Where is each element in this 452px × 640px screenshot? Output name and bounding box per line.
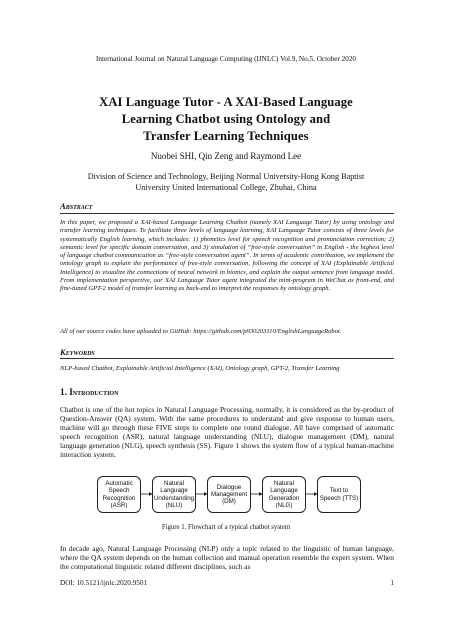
flow-box-nlg: Natural Language Generation (NLG) [262, 476, 306, 513]
affiliation-line: Division of Science and Technology, Beijing Normal University-Hong Kong Baptist [87, 172, 365, 181]
figure-caption: Figure 1. Flowchart of a typical chatbot system [161, 524, 291, 531]
flow-box-dm: Dialogue Management (DM) [207, 476, 251, 513]
doi-footer: DOI: 10.5121/ijnlc.2020.9501 [60, 579, 148, 587]
abstract-text: In this paper, we proposed a XAI-based Language Learning Chatbot (namely XAI Language Tutor) by using ontology and transfer learning techniques. To facilitate three levels of language learning, XAI Language Tutor consists of three levels for systematically English learning, which includes: 1) phonetics level for speech recognition and pronunciation correction; 2) semantic level for specific domain conversation, and 3) simulation of “free-style conversation” in English - the highest level of language chatbot communication as “free-style conversation agent”. In terms of academic contribution, we implement the ontology graph to explain the performance of free-style conversation, following the concept of XAI (Explainable Artificial Intelligence) to visualize the connections of neural network in bionics, and explain the output sentence from language model. From implementation perspective, our XAI Language Tutor agent integrated the mini-program in WeChat as front-end, and fine-tuned GPT-2 model of transfer learning as back-end to interpret the responses by ontology graph. [60, 219, 394, 292]
introduction-heading: 1. Introduction [60, 387, 119, 397]
flow-box-nlu: Natural Language Understanding (NLU) [152, 476, 196, 513]
keywords-text: NLP-based Chatbot, Explainable Artificial Intelligence (XAI), Ontology graph, GPT-2, Transfer Learning [60, 365, 340, 372]
abstract-heading: Abstract [60, 201, 93, 211]
title-line: XAI Language Tutor - A XAI-Based Language [99, 95, 353, 109]
introduction-paragraph-2: In decade ago, Natural Language Processing (NLP) only a topic related to the linguistic of human language, where the QA system depends on the human collection and manual operation resemble the expert system. When the computational linguistic related different disciplines, such as [60, 544, 394, 572]
title-line: Learning Chatbot using Ontology and [121, 112, 331, 126]
paper-title [40, 94, 412, 145]
journal-header: International Journal on Natural Language Computing (IJNLC) Vol.9, No.5, October 2020 [95, 55, 357, 63]
keywords-heading: Keywords [60, 347, 95, 357]
abstract-divider [60, 213, 394, 214]
affiliation-line: University United International College, Zhuhai, China [135, 183, 317, 192]
chatbot-flowchart [60, 474, 394, 518]
introduction-paragraph: Chatbot is one of the hot topics in Natural Language Processing, normally, it is considered as the by-product of Question-Answer (QA) system. With the same procedures to understand and give response to human users, machine will go through these FIVE steps to complete one round dialogue. All have comprised of automatic speech recognition (ASR), natural language understanding (NLU), dialogue management (DM), natural language generation (NLG), speech synthesis (SS). Figure 1 shows the system flow of a typical human-machine interaction system. [60, 405, 394, 460]
keywords-divider [60, 358, 394, 359]
source-code-note: All of our source codes have uploaded to GitHub: https://github.com/p930203110/EnglishLanguageRobot. [60, 328, 342, 335]
page-number: 1 [390, 579, 394, 587]
flow-box-tts: Text to Speech (TTS) [317, 476, 361, 513]
flow-box-asr: Automatic Speech Recognition (ASR) [97, 476, 141, 513]
author-list: Nuobei SHI, Qin Zeng and Raymond Lee [150, 151, 302, 161]
title-line: Transfer Learning Techniques [143, 129, 309, 143]
affiliation [40, 171, 412, 193]
